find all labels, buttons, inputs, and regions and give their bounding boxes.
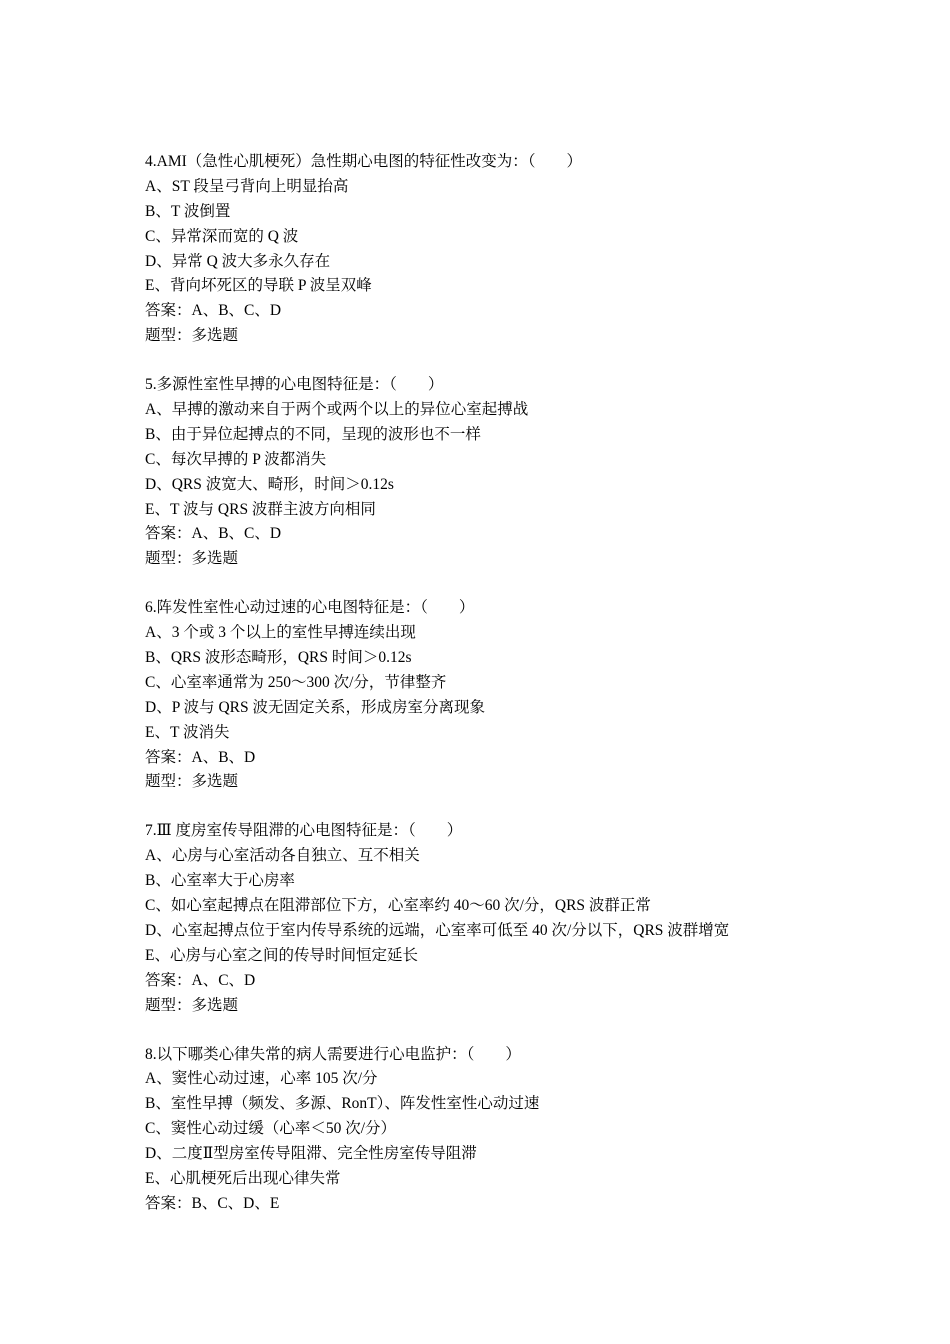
question-5 (145, 373, 925, 572)
option-d: D、心室起搏点位于室内传导系统的远端，心室率可低至 40 次/分以下，QRS 波群增宽 (145, 921, 730, 939)
option-e: E、心肌梗死后出现心律失常 (145, 1169, 341, 1187)
option-c: C、异常深而宽的 Q 波 (145, 227, 299, 245)
option-e: E、T 波消失 (145, 723, 230, 741)
option-c: C、如心室起搏点在阻滞部位下方，心室率约 40～60 次/分，QRS 波群正常 (145, 897, 651, 915)
answer-line: 答案：A、B、C、D (145, 525, 282, 543)
question-type-line: 题型：多选题 (145, 327, 239, 345)
question-type-line: 题型：多选题 (145, 550, 239, 568)
option-d: D、P 波与 QRS 波无固定关系，形成房室分离现象 (145, 698, 486, 716)
answer-line: 答案：A、B、C、D (145, 302, 282, 320)
option-b: B、心室率大于心房率 (145, 872, 295, 890)
question-8 (145, 1043, 925, 1217)
option-c: C、心室率通常为 250～300 次/分，节律整齐 (145, 673, 447, 691)
option-a: A、3 个或 3 个以上的室性早搏连续出现 (145, 624, 416, 642)
question-6 (145, 596, 925, 795)
option-a: A、早搏的激动来自于两个或两个以上的异位心室起搏战 (145, 401, 529, 419)
question-type-line: 题型：多选题 (145, 996, 239, 1014)
option-d: D、二度Ⅱ型房室传导阻滞、完全性房室传导阻滞 (145, 1145, 477, 1163)
option-c: C、每次早搏的 P 波都消失 (145, 450, 327, 468)
option-e: E、T 波与 QRS 波群主波方向相同 (145, 500, 376, 518)
question-7 (145, 819, 925, 1018)
option-b: B、由于异位起搏点的不同，呈现的波形也不一样 (145, 425, 481, 443)
answer-line: 答案：B、C、D、E (145, 1194, 280, 1212)
option-b: B、QRS 波形态畸形，QRS 时间＞0.12s (145, 649, 412, 667)
question-4 (145, 150, 925, 349)
option-a: A、ST 段呈弓背向上明显抬高 (145, 177, 349, 195)
option-e: E、心房与心室之间的传导时间恒定延长 (145, 946, 418, 964)
answer-line: 答案：A、C、D (145, 971, 256, 989)
option-a: A、心房与心室活动各自独立、互不相关 (145, 847, 420, 865)
option-d: D、异常 Q 波大多永久存在 (145, 252, 331, 270)
option-c: C、窦性心动过缓（心率＜50 次/分） (145, 1120, 397, 1138)
question-list (145, 150, 925, 1241)
question-stem: 8.以下哪类心律失常的病人需要进行心电监护：（ ） (145, 1045, 521, 1063)
question-stem: 4.AMI（急性心肌梗死）急性期心电图的特征性改变为：（ ） (145, 153, 583, 170)
question-stem: 6.阵发性室性心动过速的心电图特征是：（ ） (145, 599, 475, 617)
question-type-line: 题型：多选题 (145, 773, 239, 791)
option-d: D、QRS 波宽大、畸形，时间＞0.12s (145, 475, 394, 493)
option-b: B、T 波倒置 (145, 202, 231, 220)
question-stem: 7.Ⅲ 度房室传导阻滞的心电图特征是：（ ） (145, 822, 463, 840)
option-b: B、室性早搏（频发、多源、RonT）、阵发性室性心动过速 (145, 1095, 540, 1113)
question-stem: 5.多源性室性早搏的心电图特征是：（ ） (145, 376, 444, 394)
option-e: E、背向坏死区的导联 P 波呈双峰 (145, 277, 372, 295)
answer-line: 答案：A、B、D (145, 748, 256, 766)
option-a: A、窦性心动过速，心率 105 次/分 (145, 1070, 378, 1088)
